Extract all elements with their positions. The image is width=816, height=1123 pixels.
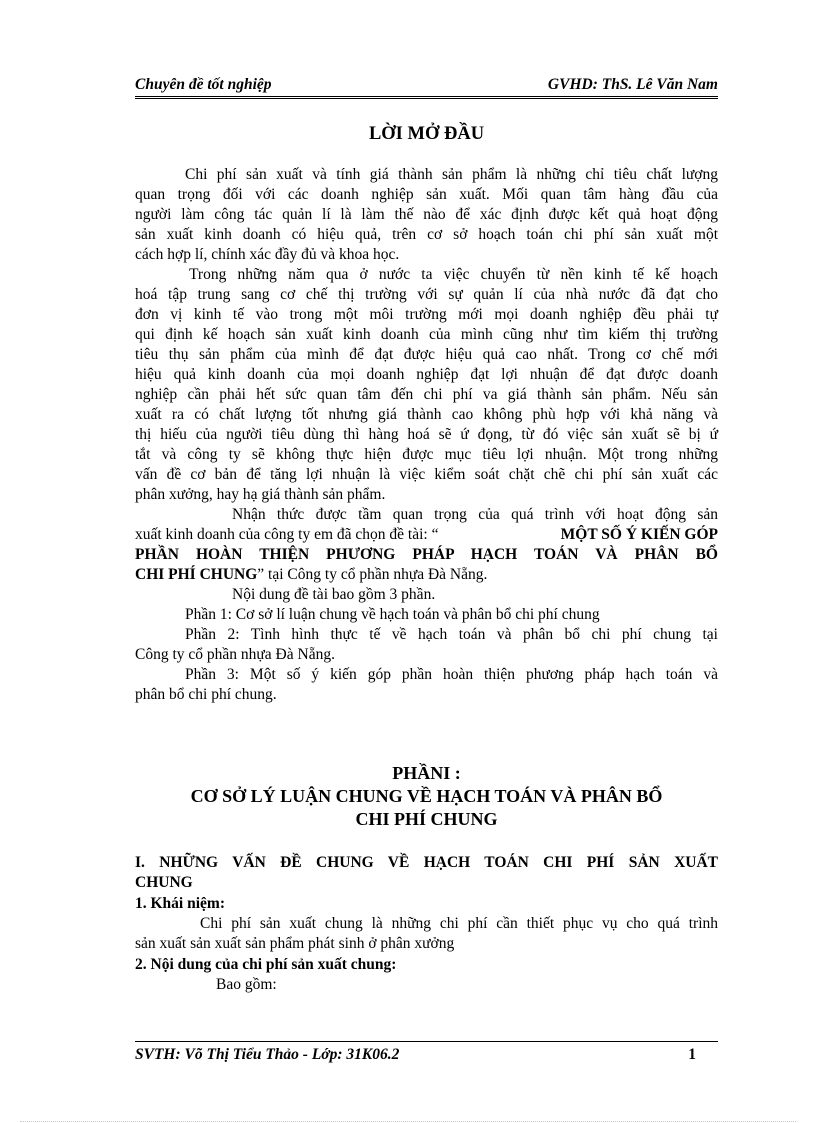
intro-p2-line: đơn vị kinh tế vào trong một môi trường mới mọi doanh nghiệp đều phải tự — [135, 306, 718, 323]
part-3-summary: Phần 3: Một số ý kiến góp phần hoàn thiện phương pháp hạch toán và — [185, 666, 718, 683]
page-title: LỜI MỞ ĐẦU — [368, 124, 485, 144]
intro-p3-line — [135, 566, 718, 584]
intro-p1-line: sản xuất kinh doanh có hiệu quả, trên cơ sở hoạch toán chi phí sản xuất một — [135, 226, 718, 243]
intro-p3-line: Nhận thức được tầm quan trọng của quá trình với hoạt động sản — [232, 506, 718, 523]
part-3-summary-cont: phân bổ chi phí chung. — [135, 686, 277, 703]
topic-title-part: CHI PHÍ CHUNG — [135, 566, 258, 583]
page-header — [135, 76, 718, 99]
intro-p1-line: cách hợp lí, chính xác đầy đủ và khoa học. — [135, 246, 400, 263]
intro-p2-line: nghiệp cần phải hết sức quan tâm đến chi phí va giá thành sản phẩm. Nếu sản — [135, 386, 718, 403]
intro-p2-line: xuất ra có chất lượng tốt nhưng giá thành cao không phù hợp với khả năng và — [135, 406, 718, 423]
part-heading-title: CƠ SỞ LÝ LUẬN CHUNG VỀ HẠCH TOÁN VÀ PHÂN BỔ — [190, 786, 663, 806]
part-2-summary: Phần 2: Tình hình thực tế về hạch toán và phân bổ chi phí chung tại — [185, 626, 718, 643]
intro-p1-line: Chi phí sản xuất và tính giá thành sản phẩm là những chỉ tiêu chất lượng — [185, 166, 718, 183]
intro-p2-line: vấn đề cơ bản để tăng lợi nhuận là việc kiểm soát chặt chẽ chi phí sản xuất các — [135, 466, 718, 483]
definition-text: Chi phí sản xuất chung là những chi phí cần thiết phục vụ cho quá trình — [200, 915, 718, 932]
section-heading: I. NHỮNG VẤN ĐỀ CHUNG VỀ HẠCH TOÁN CHI PHÍ SẢN XUẤT — [135, 854, 718, 871]
intro-p2-line: Trong những năm qua ở nước ta việc chuyển từ nền kinh tế kế hoạch — [189, 266, 718, 283]
intro-p1-line: người làm công tác quản lí là làm thế nào để xác định được kết quả hoạt động — [135, 206, 718, 223]
part-1-summary: Phần 1: Cơ sở lí luận chung về hạch toán và phân bổ chi phí chung — [185, 606, 600, 623]
topic-title-part: MỘT SỐ Ý KIẾN GÓP — [560, 526, 718, 543]
topic-title-part: PHẦN HOÀN THIỆN PHƯƠNG PHÁP HẠCH TOÁN VÀ PHÂN BỔ — [135, 546, 718, 563]
definition-text: sản xuất sản xuất sản phẩm phát sinh ở phân xưởng — [135, 935, 455, 952]
page-bottom-divider — [20, 1121, 796, 1122]
subsection-heading-content: 2. Nội dung của chi phí sản xuất chung: — [135, 956, 397, 973]
part-heading-title: CHI PHÍ CHUNG — [355, 809, 498, 829]
subsection-heading-concept: 1. Khái niệm: — [135, 895, 225, 912]
intro-p2-line: thị hiếu của người tiêu dùng thì hàng hoá sẽ ứ đọng, từ đó việc sản xuất sẽ bị ứ — [135, 426, 718, 443]
part-heading: PHẦNI : — [392, 763, 461, 783]
part-2-summary-cont: Công ty cổ phần nhựa Đà Nẵng. — [135, 646, 335, 663]
header-course: Chuyên đề tốt nghiệp — [135, 76, 272, 93]
header-advisor: GVHD: ThS. Lê Văn Nam — [547, 76, 718, 93]
intro-p3-line — [135, 526, 718, 544]
page-footer — [135, 1041, 718, 1066]
section-heading: CHUNG — [135, 874, 193, 891]
contents-intro: Nội dung đề tài bao gồm 3 phần. — [232, 586, 436, 603]
page-number: 1 — [688, 1046, 696, 1063]
intro-p2-line: hoá tập trung sang cơ chế thị trường với sự quản lí của nhà nước đã đạt cho — [135, 286, 718, 303]
footer-student: SVTH: Võ Thị Tiểu Thảo - Lớp: 31K06.2 — [135, 1046, 400, 1063]
intro-p2-line: hiệu quả kinh doanh của mọi doanh nghiệp đạt lợi nhuận để đạt được doanh — [135, 366, 718, 383]
intro-p2-line: qui định kế hoạch sản xuất kinh doanh của mình cũng như tìm kiếm thị trường — [135, 326, 718, 343]
intro-p2-line: tắt và công ty sẽ không thực hiện được mục tiêu lợi nhuận. Một trong những — [135, 446, 718, 463]
intro-p3-text: xuất kinh doanh của công ty em đã chọn đề tài: “ — [135, 526, 439, 543]
intro-p2-line: phân xưởng, hay hạ giá thành sản phẩm. — [135, 486, 386, 503]
intro-p2-line: tiêu thụ sản phẩm của mình để đạt được hiệu quả cao nhất. Trong cơ chế mới — [135, 346, 718, 363]
includes-text: Bao gồm: — [216, 976, 277, 993]
intro-p1-line: quan trọng đối với các doanh nghiệp sản xuất. Mối quan tâm hàng đầu của — [135, 186, 718, 203]
intro-p3-text: ” tại Công ty cổ phần nhựa Đà Nẵng. — [257, 566, 488, 583]
